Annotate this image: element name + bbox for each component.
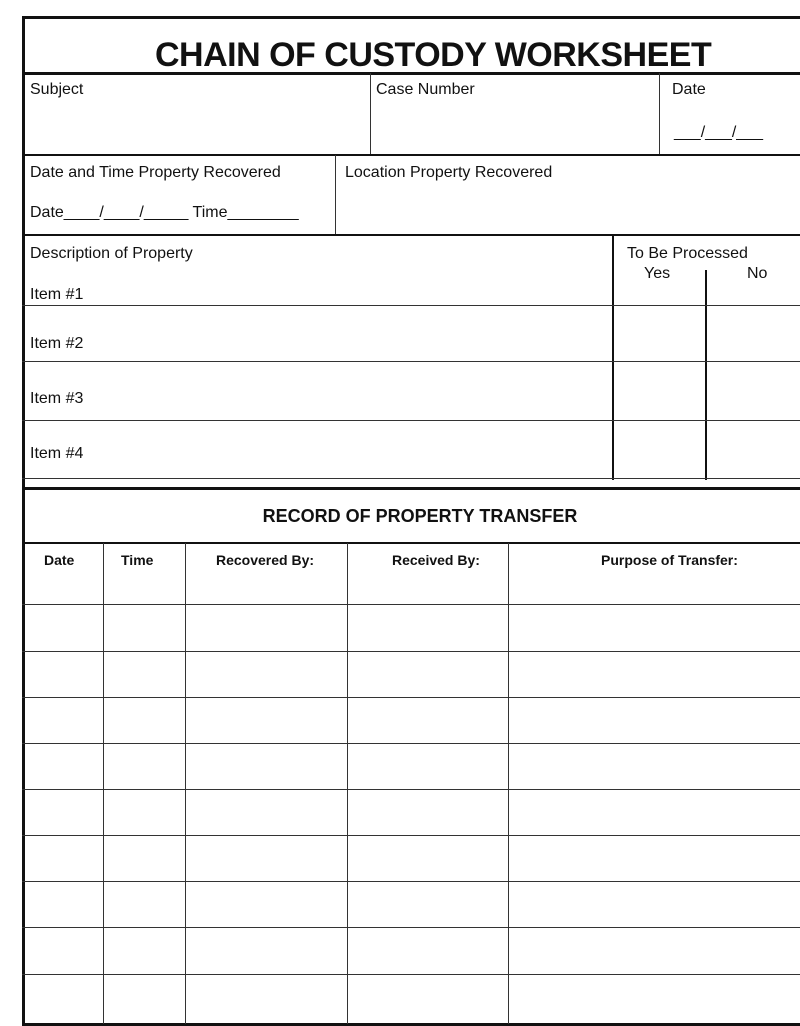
col-recovered-by: Recovered By:	[216, 552, 315, 568]
table-row-divider	[22, 651, 800, 652]
divider	[22, 487, 800, 490]
item-4[interactable]: Item #4	[30, 445, 84, 462]
item-2[interactable]: Item #2	[30, 335, 84, 352]
date-field-label: Date	[672, 81, 706, 98]
table-row-divider	[22, 789, 800, 790]
description-label: Description of Property	[30, 245, 193, 262]
no-label: No	[747, 265, 768, 282]
to-be-processed-label: To Be Processed	[627, 245, 748, 262]
divider	[103, 543, 104, 1024]
table-row-divider	[22, 604, 800, 605]
date-time-recovered-label: Date and Time Property Recovered	[30, 164, 281, 181]
item-1[interactable]: Item #1	[30, 286, 84, 303]
date-time-recovered-field[interactable]: Date____/____/_____ Time________	[30, 204, 299, 221]
table-row-divider	[22, 697, 800, 698]
divider	[22, 542, 800, 544]
divider	[370, 73, 371, 155]
divider	[612, 235, 614, 480]
transfer-heading: RECORD OF PROPERTY TRANSFER	[262, 506, 578, 526]
divider	[22, 234, 800, 236]
case-number-field[interactable]: Case Number	[376, 81, 475, 98]
table-row-divider	[22, 835, 800, 836]
date-field[interactable]: ___/___/___	[674, 124, 763, 141]
table-row-divider	[22, 743, 800, 744]
divider	[22, 478, 800, 479]
table-row-divider	[22, 927, 800, 928]
divider	[347, 543, 348, 1024]
divider	[659, 73, 660, 155]
item-3[interactable]: Item #3	[30, 390, 84, 407]
divider	[22, 305, 800, 306]
divider	[335, 155, 336, 235]
divider	[705, 270, 707, 480]
col-received-by: Received By:	[392, 552, 480, 568]
location-recovered-field[interactable]: Location Property Recovered	[345, 164, 553, 181]
col-purpose: Purpose of Transfer:	[601, 552, 738, 568]
col-time: Time	[121, 552, 154, 568]
divider	[185, 543, 186, 1024]
divider	[22, 361, 800, 362]
divider	[508, 543, 509, 1024]
divider	[22, 72, 800, 75]
form-title: CHAIN OF CUSTODY WORKSHEET	[155, 36, 712, 74]
col-date: Date	[44, 552, 75, 568]
yes-label: Yes	[644, 265, 671, 282]
table-row-divider	[22, 881, 800, 882]
table-row-divider	[22, 974, 800, 975]
subject-field[interactable]: Subject	[30, 81, 84, 98]
divider	[22, 420, 800, 421]
divider	[22, 154, 800, 156]
